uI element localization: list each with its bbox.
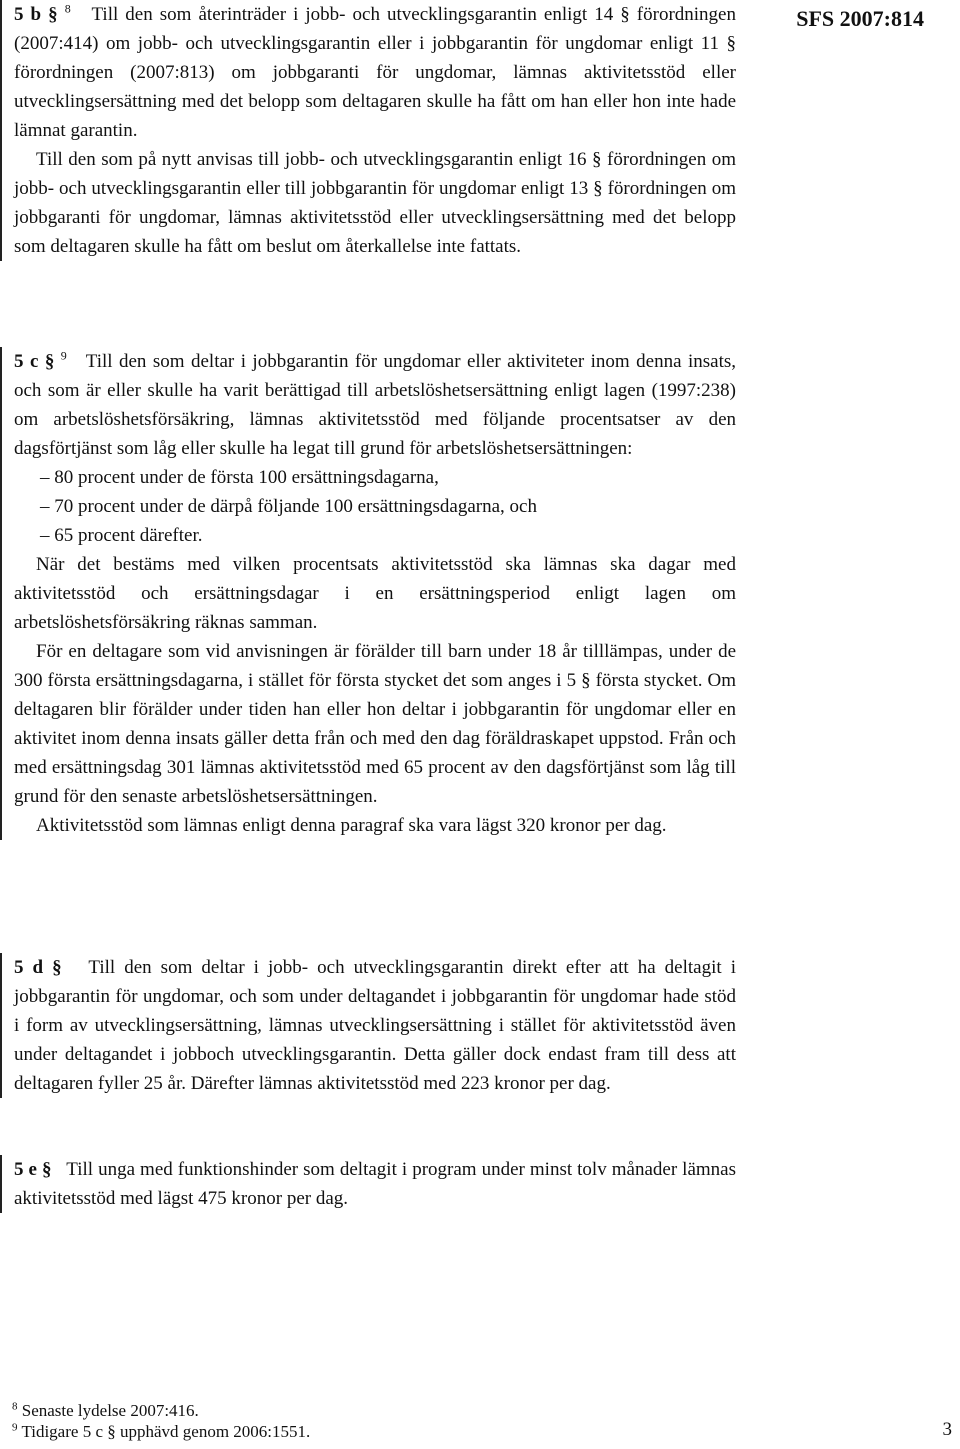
footnote — [12, 1421, 310, 1442]
section-label: 5 d § — [14, 957, 62, 978]
footnote-text: Senaste lydelse 2007:416. — [21, 1401, 199, 1420]
section-5c-paragraph-4: Aktivitetsstöd som lämnas enligt denna paragraf ska vara lägst 320 kronor per dag. — [36, 815, 667, 836]
page-number: 3 — [942, 1419, 952, 1440]
footnote — [12, 1400, 310, 1421]
document-reference: SFS 2007:814 — [796, 6, 924, 31]
section-label: 5 b § — [14, 4, 58, 25]
paragraph-text: Till den som deltar i jobbgarantin för ungdomar eller aktiviteter inom denna insats, och som är eller skulle ha varit berättigad till arbetslöshetsersättning enligt lagen (1997:238) om arbetslöshetsförsäkring, lämnas aktivitetsstöd med följande procentsatser av den dagsförtjänst som låg eller skulle ha legat till grund för arbetslöshetsersättningen: — [14, 351, 736, 459]
section-5d — [0, 953, 736, 1098]
section-5b — [0, 0, 736, 261]
footnote-ref: 9 — [60, 348, 67, 363]
section-5c-paragraph-3: För en deltagare som vid anvisningen är förälder till barn under 18 år tilllämpas, under de 300 första ersättningsdagarna, i stället för första stycket det som anges i 5 § första stycket. Om deltagaren blir förälder under tiden han eller hon deltar i jobbgarantin för ungdomar eller en aktivitet inom denna insats gäller detta från och med den dag föräldraskapet uppstod. Från och med ersättningsdag 301 lämnas aktivitetsstöd med 65 procent av den dagsförtjänst som låg till grund för den senaste arbetslöshetsersättningen. — [14, 641, 736, 807]
section-5d-paragraph-1 — [14, 953, 736, 1098]
dash-item: – 70 procent under de därpå följande 100 ersättningsdagarna, och — [40, 496, 537, 517]
paragraph-text: Till den som deltar i jobb- och utvecklingsgarantin direkt efter att ha deltagit i jobbgarantin för ungdomar, och som under deltagandet i jobbgarantin för ungdomar hade stöd i form av utvecklingsersättning, lämnas utvecklingsersättning i stället för aktivitetsstöd även under deltagandet i jobboch utvecklingsgarantin. Detta gäller dock endast fram till dess att deltagaren fyller 25 år. Därefter lämnas aktivitetsstöd med 223 kronor per dag. — [14, 957, 736, 1094]
paragraph-text: Till unga med funktionshinder som deltagit i program under minst tolv månader lämnas aktivitetsstöd med lägst 475 kronor per dag. — [14, 1159, 736, 1209]
footnote-number: 9 — [12, 1421, 18, 1434]
section-5b-paragraph-2: Till den som på nytt anvisas till jobb- och utvecklingsgarantin enligt 16 § förordningen om jobb- och utvecklingsgarantin eller till jobbgarantin för ungdomar enligt 13 § förordningen om jobbgaranti för ungdomar, lämnas aktivitetsstöd eller utvecklingsersättning med det belopp som deltagaren skulle ha fått om beslut om återkallelse inte fattats. — [14, 149, 736, 257]
section-label: 5 e § — [14, 1159, 52, 1180]
section-5c-paragraph-1 — [14, 347, 736, 463]
section-5c-paragraph-2: När det bestäms med vilken procentsats aktivitetsstöd ska lämnas ska dagar med aktivitetsstöd och ersättningsdagar i en ersättningsperiod enligt lagen om arbetslöshetsförsäkring räknas samman. — [14, 554, 736, 633]
section-5c — [0, 347, 736, 840]
section-label: 5 c § — [14, 351, 55, 372]
dash-item: – 80 procent under de första 100 ersättningsdagarna, — [40, 467, 439, 488]
footnote-number: 8 — [12, 1400, 18, 1413]
section-5e — [0, 1155, 736, 1213]
dash-item: – 65 procent därefter. — [40, 525, 203, 546]
section-5b-paragraph-1 — [14, 0, 736, 145]
section-5e-paragraph-1 — [14, 1155, 736, 1213]
footnotes — [12, 1400, 310, 1442]
footnote-ref: 8 — [64, 1, 71, 16]
paragraph-text: Till den som återinträder i jobb- och utvecklingsgarantin enligt 14 § förordningen (2007:414) om jobb- och utvecklingsgarantin eller i jobbgarantin för ungdomar enligt 11 § förordningen (2007:813) om jobbgaranti för ungdomar, lämnas aktivitetsstöd eller utvecklingsersättning med det belopp som deltagaren skulle ha fått om han eller hon inte hade lämnat garantin. — [14, 4, 736, 141]
footnote-text: Tidigare 5 c § upphävd genom 2006:1551. — [21, 1422, 311, 1441]
